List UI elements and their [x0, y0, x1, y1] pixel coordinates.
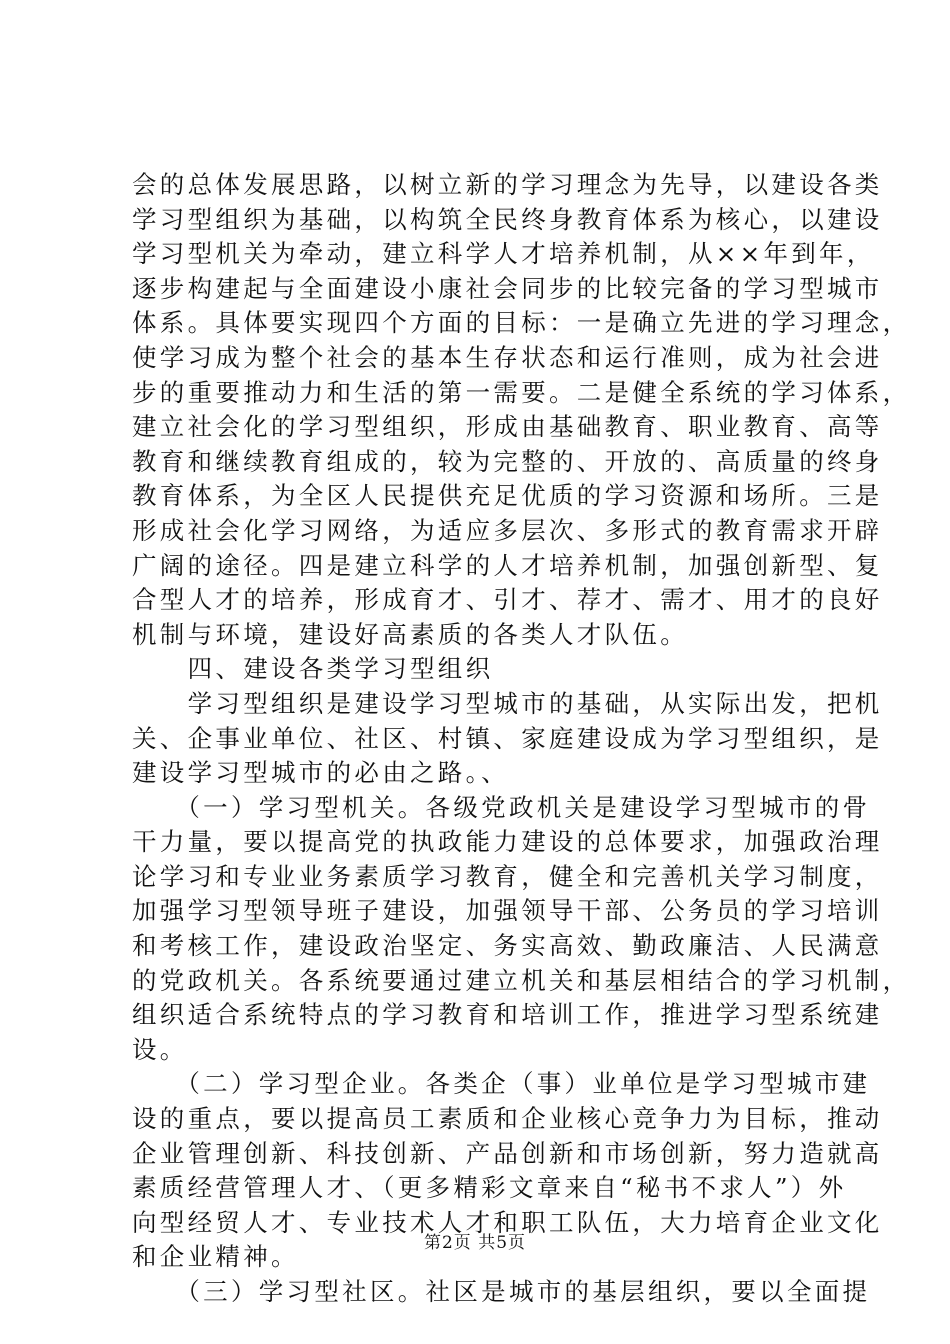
text-line: 步的重要推动力和生活的第一需要。二是健全系统的学习体系， [132, 377, 911, 407]
text-line: 逐步构建起与全面建设小康社会同步的比较完备的学习型城市 [132, 273, 883, 303]
text-line: 会的总体发展思路，以树立新的学习理念为先导，以建设各类 [132, 170, 883, 199]
text-line: 机制与环境，建设好高素质的各类人才队伍。 [132, 619, 688, 649]
text-line: 教育和继续教育组成的，较为完整的、开放的、高质量的终身 [132, 446, 883, 476]
page-number-footer: 第2页 共5页 [423, 1233, 527, 1253]
text-line: 素质经营管理人才、（更多精彩文章来自“秘书不求人”）外 [132, 1173, 847, 1203]
text-line: 学习型组织是建设学习型城市的基础，从实际出发，把机 [132, 688, 883, 718]
text-line: 教育体系，为全区人民提供充足优质的学习资源和场所。三是 [132, 481, 883, 511]
text-line: （二）学习型企业。各类企（事）业单位是学习型城市建 [132, 1069, 871, 1099]
text-line: 干力量，要以提高党的执政能力建设的总体要求，加强政治理 [132, 827, 883, 857]
text-line: 学习型机关为牵动，建立科学人才培养机制，从××年到年， [132, 239, 875, 269]
section-heading: 四、建设各类学习型组织 [132, 654, 494, 684]
text-line: 关、企事业单位、社区、村镇、家庭建设成为学习型组织，是 [132, 723, 883, 753]
body-text [132, 168, 911, 1310]
text-line: 合型人才的培养，形成育才、引才、荐才、需才、用才的良好 [132, 585, 883, 615]
text-line: （三）学习型社区。社区是城市的基层组织，要以全面提 [132, 1277, 871, 1306]
text-line: 设。 [132, 1034, 188, 1064]
text-line: 向型经贸人才、专业技术人才和职工队伍，大力培育企业文化 [132, 1207, 883, 1237]
text-line: 的党政机关。各系统要通过建立机关和基层相结合的学习机制， [132, 965, 911, 995]
text-line: 加强学习型领导班子建设，加强领导干部、公务员的学习培训 [132, 896, 883, 926]
text-line: 企业管理创新、科技创新、产品创新和市场创新，努力造就高 [132, 1138, 883, 1168]
text-line: 体系。具体要实现四个方面的目标：一是确立先进的学习理念， [132, 308, 911, 338]
text-line: 学习型组织为基础，以构筑全民终身教育体系为核心，以建设 [132, 204, 883, 234]
text-line: 建立社会化的学习型组织，形成由基础教育、职业教育、高等 [132, 412, 883, 442]
text-line: 建设学习型城市的必由之路。、 [132, 758, 509, 788]
text-line: 设的重点，要以提高员工素质和企业核心竞争力为目标，推动 [132, 1104, 883, 1134]
text-line: 和企业精神。 [132, 1242, 299, 1272]
text-line: 组织适合系统特点的学习教育和培训工作，推进学习型系统建 [132, 1000, 883, 1030]
text-line: 论学习和专业业务素质学习教育，健全和完善机关学习制度， [132, 861, 883, 891]
text-line: （一）学习型机关。各级党政机关是建设学习型城市的骨 [132, 792, 871, 822]
text-line: 广阔的途径。四是建立科学的人才培养机制，加强创新型、复 [132, 550, 883, 580]
text-line: 和考核工作，建设政治坚定、务实高效、勤政廉洁、人民满意 [132, 931, 883, 961]
text-line: 使学习成为整个社会的基本生存状态和运行准则，成为社会进 [132, 342, 883, 372]
text-line: 形成社会化学习网络，为适应多层次、多形式的教育需求开辟 [132, 515, 883, 545]
